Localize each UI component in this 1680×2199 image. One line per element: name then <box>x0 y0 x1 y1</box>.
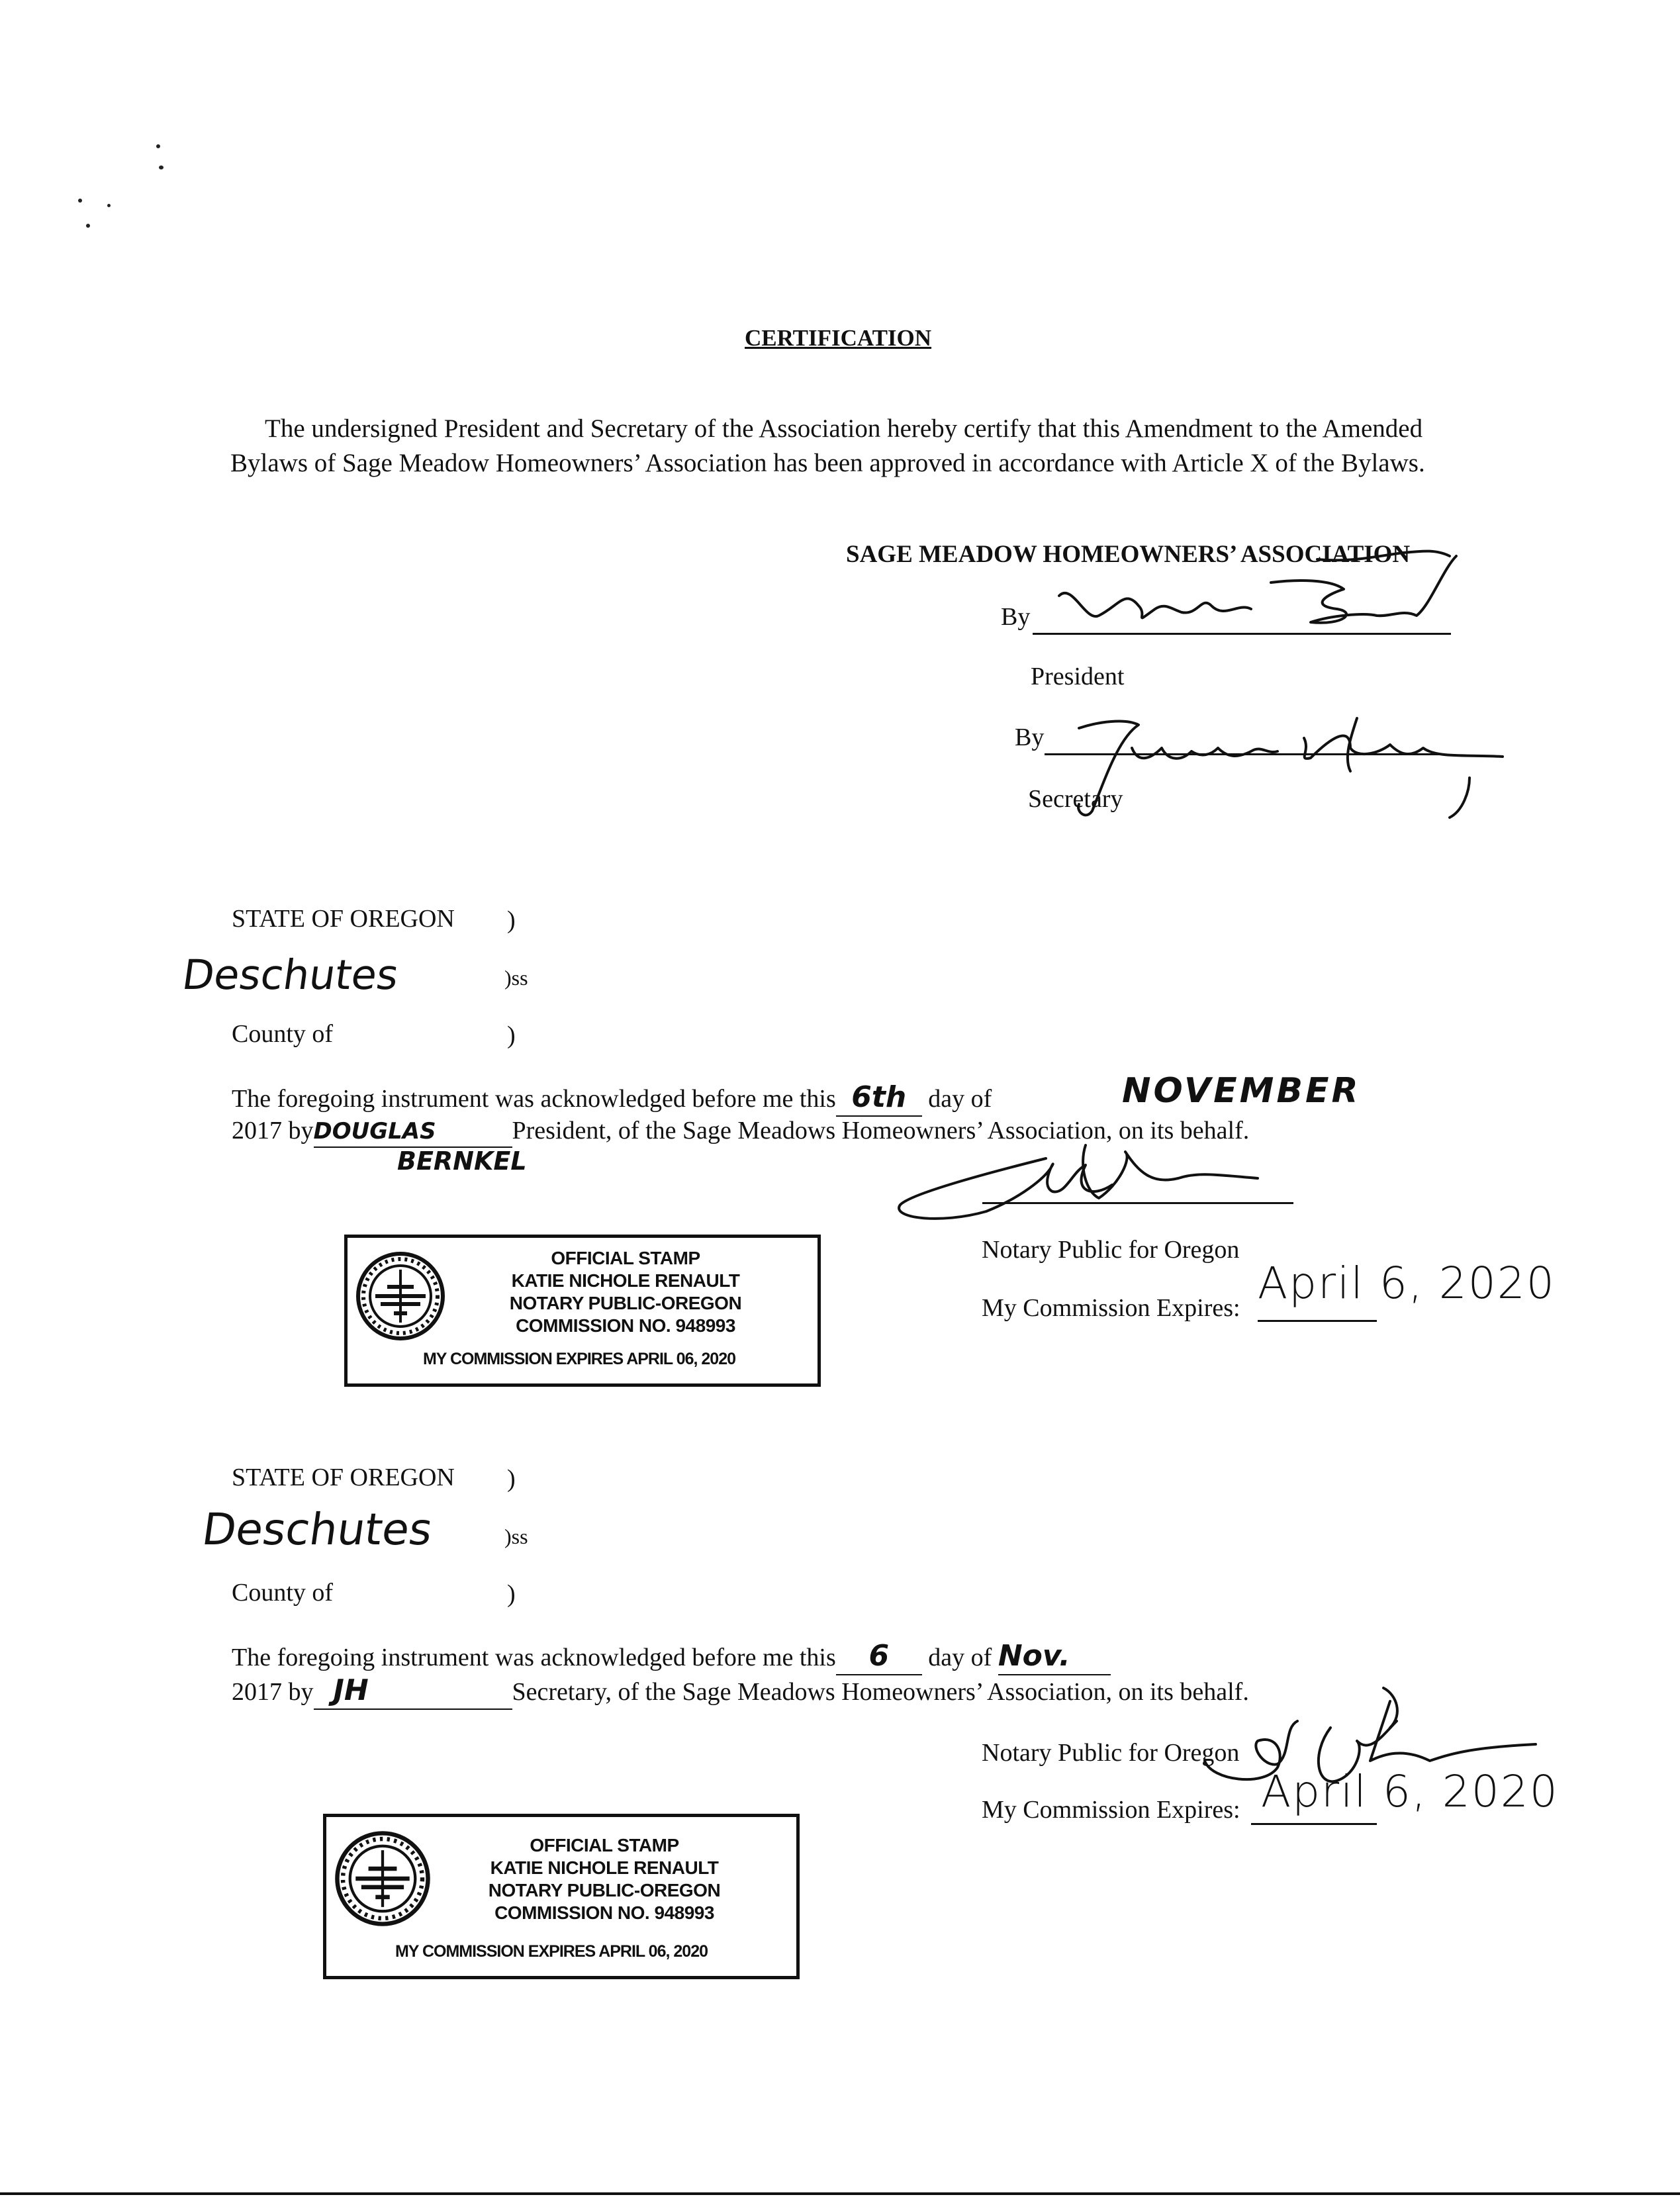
acknowledgement-line-2 <box>232 1673 1249 1710</box>
secretary-by-label: By <box>1015 724 1045 751</box>
state-label: STATE OF OREGON <box>232 1464 455 1491</box>
county-label: County of <box>232 1020 334 1048</box>
stamp-line-3: NOTARY PUBLIC-OREGON <box>509 1293 742 1313</box>
scan-bottom-edge <box>0 2192 1680 2195</box>
name-handwritten-2: BERNKEL <box>397 1146 527 1176</box>
secretary-title: Secretary <box>1028 785 1123 813</box>
acknowledgement-line-1 <box>232 1080 992 1117</box>
notary-public-label: Notary Public for Oregon <box>982 1236 1240 1264</box>
acknowledgement-prefix: The foregoing instrument was acknowledged before me this <box>232 1644 836 1671</box>
role-suffix: President, of the Sage Meadows Homeowners’ Association, on its behalf. <box>512 1117 1250 1145</box>
oregon-state-seal-icon <box>354 1250 447 1342</box>
intro-paragraph: The undersigned President and Secretary of the Association hereby certify that this Amendment to the Amended Bylaws of Sage Meadow Homeowners’ Association has been approved in accordance with Article X of the Bylaws. <box>230 414 1425 477</box>
commission-expires-line <box>1251 1823 1377 1825</box>
role-suffix: Secretary, of the Sage Meadows Homeowners’ Association, on its behalf. <box>512 1678 1249 1706</box>
county-handwritten: Deschutes <box>199 1504 436 1555</box>
year: 2017 <box>232 1117 282 1145</box>
oregon-state-seal-icon <box>333 1829 432 1928</box>
acknowledgement-prefix: The foregoing instrument was acknowledged before me this <box>232 1085 836 1113</box>
president-by-label: By <box>1001 603 1031 631</box>
state-paren: ) <box>507 906 516 934</box>
expires-handwritten: April 6, 2020 <box>1258 1258 1556 1309</box>
notary-signature-line <box>982 1202 1293 1204</box>
notary-public-label: Notary Public for Oregon <box>982 1739 1240 1767</box>
stamp-line-5: MY COMMISSION EXPIRES APRIL 06, 2020 <box>395 1942 708 1961</box>
state-paren: ) <box>507 1465 516 1493</box>
commission-expires-label: My Commission Expires: <box>982 1796 1240 1824</box>
expires-handwritten: April 6, 2020 <box>1261 1766 1559 1817</box>
day-of-label: day of <box>928 1085 992 1113</box>
stamp-line-4: COMMISSION NO. 948993 <box>494 1902 714 1923</box>
day-of-label: day of <box>928 1644 992 1671</box>
ss-label: )ss <box>504 966 528 990</box>
name-handwritten: DOUGLAS <box>313 1118 436 1145</box>
stamp-line-1: OFFICIAL STAMP <box>551 1248 700 1268</box>
president-title: President <box>1031 663 1125 690</box>
ss-label: )ss <box>504 1524 528 1548</box>
official-notary-stamp <box>344 1235 821 1387</box>
stamp-line-4: COMMISSION NO. 948993 <box>516 1315 735 1336</box>
by-label: by <box>288 1678 314 1706</box>
month-handwritten: Nov. <box>998 1639 1070 1673</box>
commission-expires-label: My Commission Expires: <box>982 1294 1240 1322</box>
name-handwritten: JH <box>333 1673 369 1707</box>
scan-speck <box>107 204 111 207</box>
association-name: SAGE MEADOW HOMEOWNERS’ ASSOCIATION <box>846 541 1411 568</box>
acknowledgement-line-1 <box>232 1639 1111 1675</box>
page-title: CERTIFICATION <box>745 325 932 351</box>
year: 2017 <box>232 1678 282 1706</box>
scan-speck <box>159 165 163 169</box>
county-paren: ) <box>507 1021 516 1049</box>
scan-speck <box>156 144 160 148</box>
county-handwritten: Deschutes <box>179 951 402 999</box>
stamp-line-2: KATIE NICHOLE RENAULT <box>511 1270 740 1291</box>
notary-signature <box>887 1119 1297 1238</box>
day-handwritten: 6th <box>851 1080 907 1114</box>
official-notary-stamp <box>323 1814 800 1979</box>
stamp-line-2: KATIE NICHOLE RENAULT <box>490 1857 719 1878</box>
county-paren: ) <box>507 1580 516 1608</box>
commission-expires-line <box>1258 1320 1377 1322</box>
month-handwritten: NOVEMBER <box>1122 1071 1361 1111</box>
stamp-line-1: OFFICIAL STAMP <box>530 1835 679 1855</box>
stamp-line-5: MY COMMISSION EXPIRES APRIL 06, 2020 <box>422 1350 736 1368</box>
president-signature <box>1033 543 1470 649</box>
scan-speck <box>78 199 82 203</box>
day-handwritten: 6 <box>868 1639 890 1673</box>
scan-speck <box>86 224 90 228</box>
stamp-line-3: NOTARY PUBLIC-OREGON <box>488 1880 721 1900</box>
county-label: County of <box>232 1579 334 1607</box>
by-label: by <box>288 1117 314 1145</box>
state-label: STATE OF OREGON <box>232 905 455 933</box>
